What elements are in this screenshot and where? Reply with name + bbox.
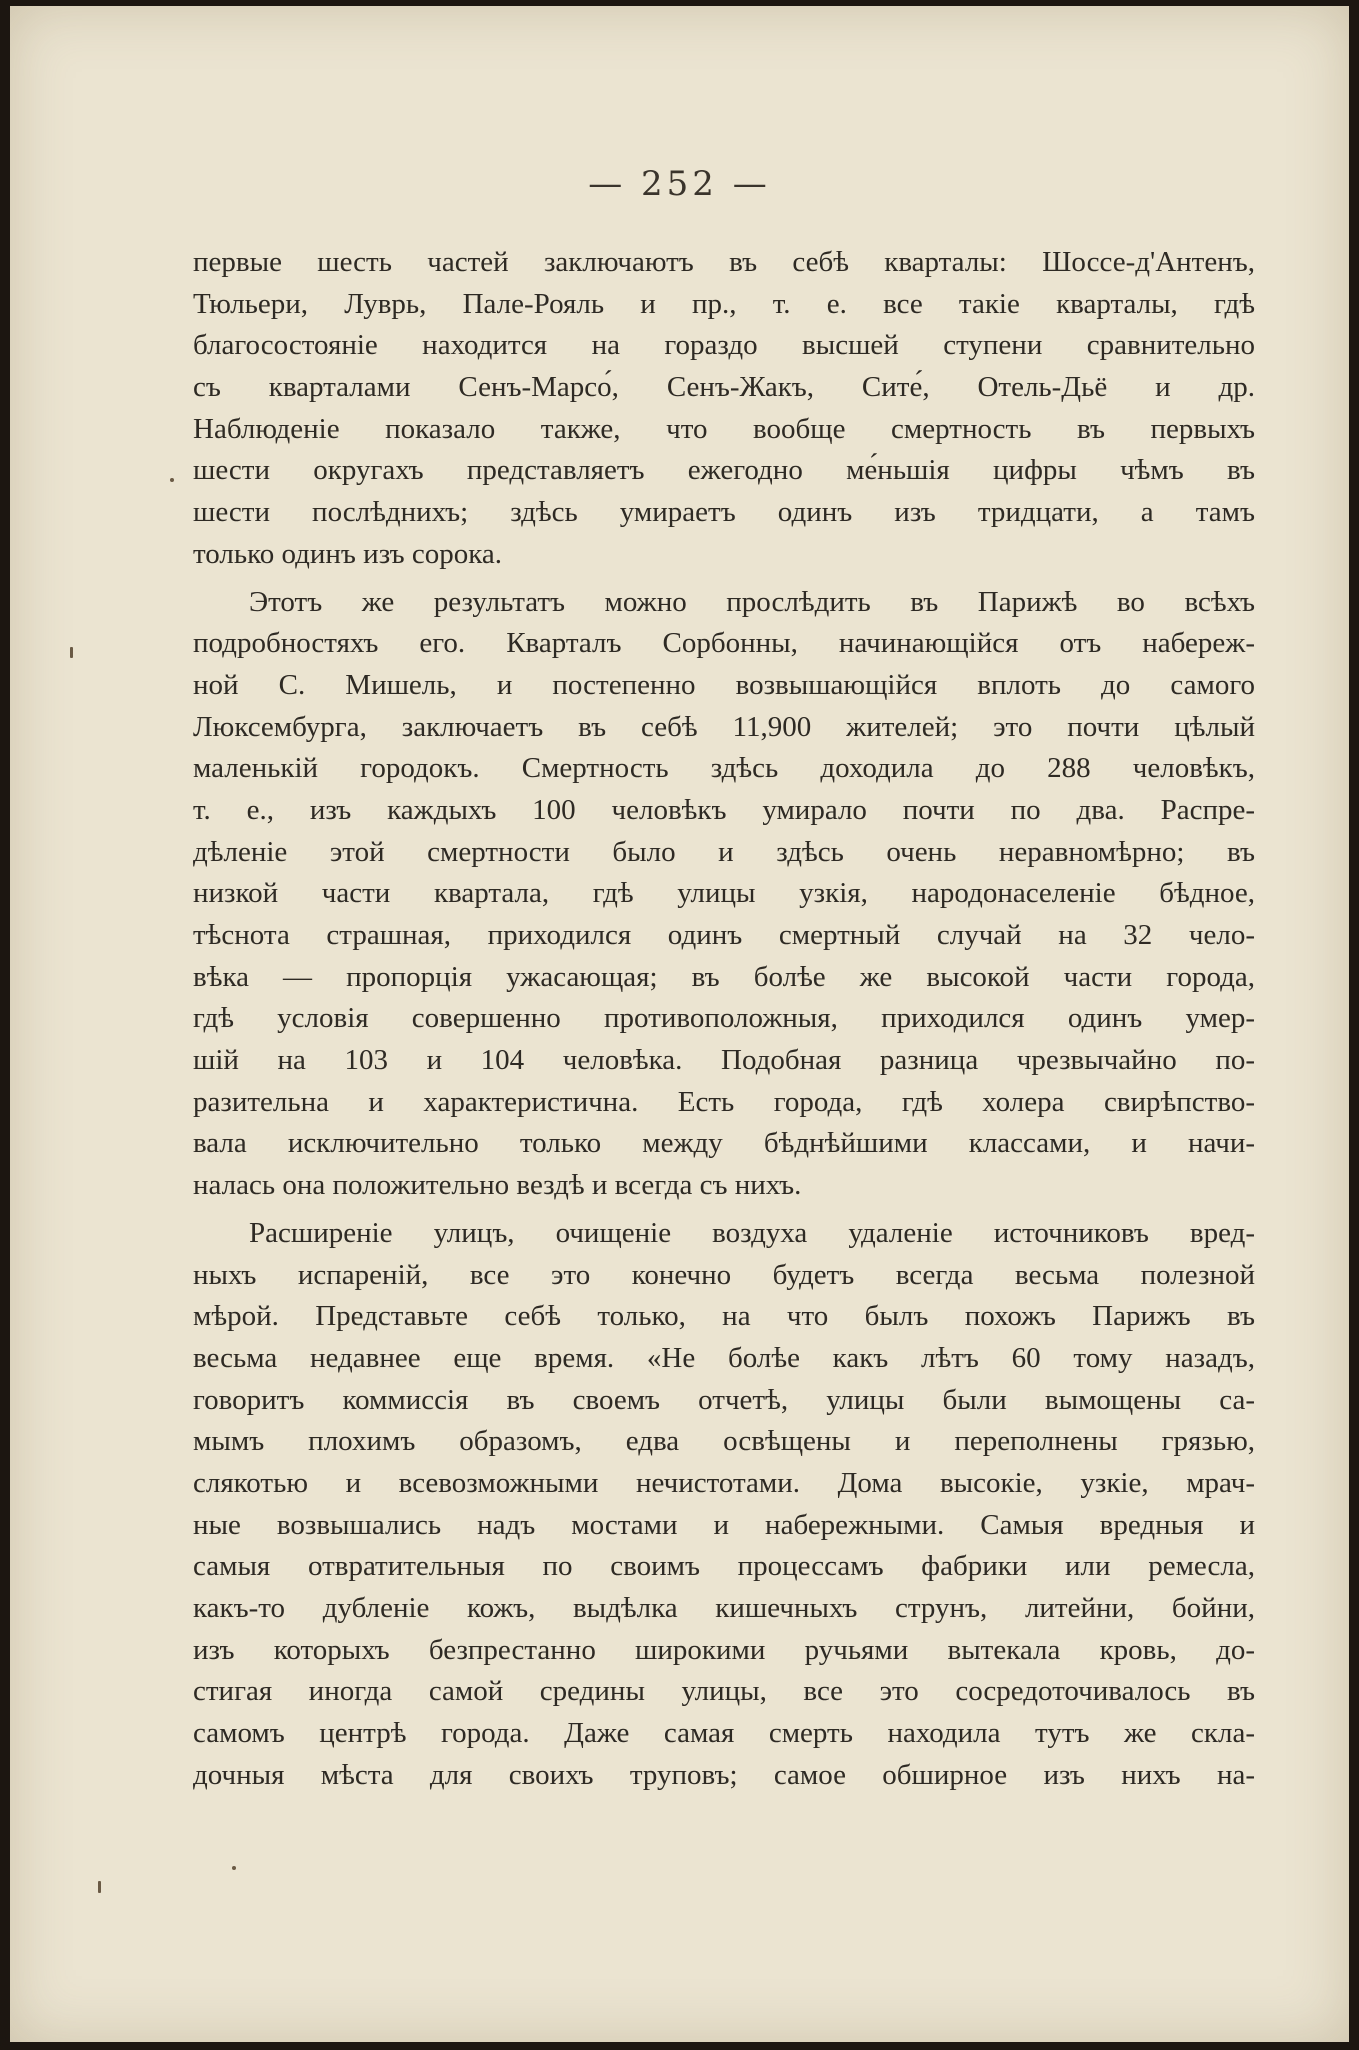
text-line: Люксембурга, заключаетъ въ себѣ 11,900 жителей; это почти цѣлый	[193, 710, 1255, 743]
text-line: вала исключительно только между бѣднѣйшими классами, и начи-	[193, 1127, 1255, 1160]
text-line: разительна и характеристична. Есть города, гдѣ холера свирѣпство-	[193, 1085, 1255, 1118]
text-line: низкой части квартала, гдѣ улицы узкія, народонаселеніе бѣдное,	[193, 877, 1255, 910]
text-line: самомъ центрѣ города. Даже самая смерть находила тутъ же скла-	[193, 1717, 1255, 1750]
text-line: мѣрой. Представьте себѣ только, на что былъ похожъ Парижъ въ	[193, 1300, 1255, 1333]
text-line: Расширеніе улицъ, очищеніе воздуха удаленіе источниковъ вред-	[249, 1216, 1255, 1249]
text-line: только одинъ изъ сорока.	[193, 537, 503, 570]
body-text	[193, 242, 1255, 1796]
text-line: стигая иногда самой средины улицы, все это сосредоточивалось въ	[193, 1675, 1255, 1708]
text-line: самыя отвратительныя по своимъ процессамъ фабрики или ремесла,	[193, 1550, 1255, 1583]
page-number: — 252 —	[588, 164, 771, 204]
text-line: весьма недавнее еще время. «Не болѣе какъ лѣтъ 60 тому назадъ,	[193, 1341, 1255, 1374]
text-line: дѣленіе этой смертности было и здѣсь очень неравномѣрно; въ	[193, 835, 1255, 868]
margin-speck	[98, 1881, 101, 1893]
text-line: мымъ плохимъ образомъ, едва освѣщены и переполнены грязью,	[193, 1425, 1255, 1458]
text-line: слякотью и всевозможными нечистотами. Дома высокіе, узкіе, мрач-	[193, 1466, 1255, 1499]
text-line: Наблюденіе показало также, что вообще смертность въ первыхъ	[193, 412, 1255, 445]
text-line: шести послѣднихъ; здѣсь умираетъ одинъ изъ тридцати, а тамъ	[193, 496, 1255, 529]
text-line: ной С. Мишель, и постепенно возвышающійся вплоть до самого	[193, 668, 1255, 701]
text-line: маленькій городокъ. Смертность здѣсь доходила до 288 человѣкъ,	[193, 752, 1255, 785]
text-line: вѣка — пропорція ужасающая; въ болѣе же высокой части города,	[193, 960, 1255, 993]
text-line: первые шесть частей заключаютъ въ себѣ кварталы: Шоссе-д'Антенъ,	[193, 246, 1255, 278]
text-line: дочныя мѣста для своихъ труповъ; самое обширное изъ нихъ на-	[193, 1758, 1255, 1791]
text-line: изъ которыхъ безпрестанно широкими ручьями вытекала кровь, до-	[193, 1633, 1255, 1666]
paragraph-2	[193, 582, 1255, 1207]
text-line: подробностяхъ его. Кварталъ Сорбонны, начинающійся отъ набереж-	[193, 627, 1255, 660]
text-line: т. е., изъ каждыхъ 100 человѣкъ умирало почти по два. Распре-	[193, 793, 1255, 826]
text-line: какъ-то дубленіе кожъ, выдѣлка кишечныхъ струнъ, литейни, бойни,	[193, 1592, 1255, 1624]
paragraph-1	[193, 242, 1255, 576]
text-line: Этотъ же результатъ можно прослѣдить въ Парижѣ во всѣхъ	[249, 585, 1255, 618]
text-line: ные возвышались надъ мостами и набережными. Самыя вредныя и	[193, 1508, 1255, 1541]
text-line: налась она положительно вездѣ и всегда съ нихъ.	[193, 1169, 802, 1202]
text-line: шести округахъ представляетъ ежегодно ме́ньшія цифры чѣмъ въ	[193, 454, 1255, 487]
text-line: благосостояніе находится на гораздо высшей ступени сравнительно	[193, 329, 1255, 362]
text-line: Тюльери, Луврь, Пале-Рояль и пр., т. е. все такіе кварталы, гдѣ	[193, 287, 1255, 320]
text-line: ныхъ испареній, все это конечно будетъ всегда весьма полезной	[193, 1258, 1255, 1291]
text-line: съ кварталами Сенъ-Марсо́, Сенъ-Жакъ, Сите́, Отель-Дьё и др.	[193, 371, 1255, 404]
book-page	[10, 6, 1349, 2042]
text-line: тѣснота страшная, приходился одинъ смертный случай на 32 чело-	[193, 919, 1255, 951]
text-line: гдѣ условія совершенно противоположныя, приходился одинъ умер-	[193, 1002, 1255, 1035]
text-line: шій на 103 и 104 человѣка. Подобная разница чрезвычайно по-	[193, 1044, 1255, 1077]
paragraph-3	[193, 1213, 1255, 1797]
margin-speck	[170, 478, 174, 482]
text-line: говоритъ коммиссія въ своемъ отчетѣ, улицы были вымощены са-	[193, 1383, 1255, 1416]
margin-speck	[232, 1866, 236, 1870]
margin-speck	[70, 647, 73, 658]
